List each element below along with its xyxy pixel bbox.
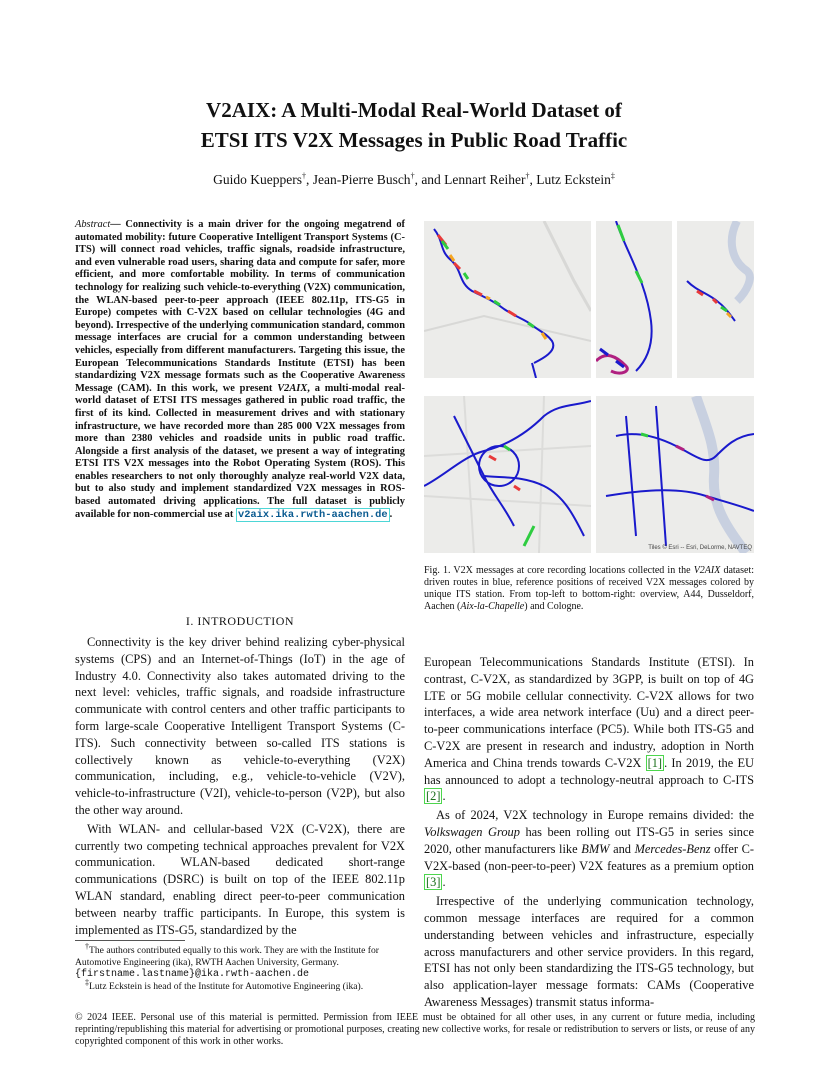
title-line-2: ETSI ITS V2X Messages in Public Road Traffic bbox=[200, 128, 628, 152]
title-line-1: V2AIX: A Multi-Modal Real-World Dataset of bbox=[206, 98, 622, 122]
figure-label: Fig. 1. bbox=[424, 565, 451, 576]
citation-1-link[interactable]: [1] bbox=[647, 755, 663, 770]
author-email: {firstname.lastname}@ika.rwth-aachen.de bbox=[75, 969, 310, 981]
dataset-name: V2AIX bbox=[277, 382, 308, 394]
map-attribution: Tiles © Esri -- Esri, DeLorme, NAVTEQ bbox=[648, 545, 752, 551]
intro-paragraph-2: With WLAN- and cellular-based V2X (C-V2X), there are currently two competing technical approaches prevalent for V2X communication. WLAN-based dedicated short-range communications (DSRC) is built on top of the IEEE 802.11p WLAN standard, enabling direct peer-to-peer communication between nearby traffic participants. In Europe, this system is implemented as ITS-G5, standardized by the bbox=[75, 821, 405, 937]
author-2: Jean-Pierre Busch bbox=[312, 172, 411, 187]
copyright-notice: © 2024 IEEE. Personal use of this material is permitted. Permission from IEEE must be obtained for all other uses, in any current or future media, including reprinting/republishing this material for advertising or promotional purposes, creating new collective works, for resale or redistribution to servers or lists, or reuse of any copyrighted component of this work in other works. bbox=[75, 1012, 755, 1047]
map-a44 bbox=[596, 221, 672, 378]
author-3: and Lennart Reiher bbox=[421, 172, 526, 187]
aachen-route-map bbox=[424, 396, 591, 553]
map-overview bbox=[424, 221, 591, 378]
figure-1-maps bbox=[424, 221, 754, 556]
paper-title bbox=[0, 95, 828, 155]
abstract-text-1: Connectivity is a main driver for the ongoing megatrend of automated mobility: future Cooperative Intelligent Transport Systems (C-ITS) will connect road vehicles, traffic signals, roadside infrastructure, and even vulnerable road users, sharing data and compute for safer, more efficient, and more comfortable mobility. In terms of communication technology for realizing such vehicle-to-everything (V2X) communication, the WLAN-based peer-to-peer approach (IEEE 802.11p, ITS-G5 in Europe) competes with C-V2X based on cellular technologies (4G and beyond). Irrespective of the underlying communication standard, common message interfaces are crucial for a common understanding between vehicles, especially from different manufacturers. Targeting this issue, the European Telecommunications Standards Institute (ETSI) has been standardizing V2X message formats such as the Cooperative Awareness Message (CAM). In this work, we present bbox=[75, 219, 405, 394]
footnotes bbox=[75, 940, 405, 992]
dusseldorf-route-map bbox=[677, 221, 754, 378]
citation-2-link[interactable]: [2] bbox=[426, 789, 441, 804]
author-4: Lutz Eckstein bbox=[536, 172, 611, 187]
abstract-label: Abstract bbox=[75, 219, 111, 230]
cologne-route-map bbox=[596, 396, 754, 553]
intro-paragraph-1: Connectivity is the key driver behind realizing cyber-physical systems (CPS) and an Internet-of-Things (IoT) in the age of Industry 4.0. Connectivity also takes automated driving to the next level: vehicles, traffic signals, and roadside infrastructure communicate with control centers and other traffic participants to form large-scale Cooperative Intelligent Transport Systems (C-ITS). Such connectivity between so-called ITS stations is collectively known as vehicle-to-everything (V2X) communication, including, e.g., vehicle-to-vehicle (V2V), vehicle-to-infrastructure (V2I), vehicle-to-person (V2P), but also the other way around. bbox=[75, 635, 405, 817]
introduction-right-column bbox=[424, 654, 754, 1013]
footnote-1: †The authors contributed equally to this work. They are with the Institute for Automotive Engineering (ika), RWTH Aachen University, Germany. {firstname.lastname}@ika.rwth-aachen.de bbox=[75, 941, 379, 981]
section-heading-introduction: I. INTRODUCTION bbox=[185, 614, 295, 628]
abstract: Abstract— Connectivity is a main driver for the ongoing megatrend of automated mobility: future Cooperative Intelligent Transport Systems (C-ITS) will connect road vehicles, traffic signals, roadside infrastructure, and even vulnerable road users, sharing data and compute for safer, more efficient, and more comfortable mobility. In terms of communication technology for realizing such vehicle-to-everything (V2X) communication, the WLAN-based peer-to-peer approach (IEEE 802.11p, ITS-G5 in Europe) competes with C-V2X based on cellular technologies (4G and beyond). Irrespective of the underlying communication standard, common message interfaces are crucial for a common understanding between vehicles, especially from different manufacturers. Targeting this issue, the European Telecommunications Standards Institute (ETSI) has been standardizing V2X message formats such as the Cooperative Awareness Message (CAM). In this work, we present V2AIX, a multi-modal real-world dataset of ETSI ITS messages gathered in public road traffic, the first of its kind. Collected in measurement drives and with stationary infrastructure, we have recorded more than 285 000 V2X messages from more than 2380 vehicles and roadside units in public road traffic. Alongside a first analysis of the dataset, we present a way of integrating ETSI ITS V2X messages into the Robot Operating System (ROS). This enables researchers to not only thoroughly analyze real-world V2X data, but to also study and implement standardized V2X messages in ROS-based automated driving applications. The full dataset is publicly available for non-commercial use at v2aix.ika.rwth-aachen.de . bbox=[75, 219, 405, 521]
overview-route-map bbox=[424, 221, 591, 378]
map-dusseldorf bbox=[677, 221, 754, 378]
intro-paragraph-5: Irrespective of the underlying communication technology, common message interfaces are required for a common understanding between vehicles and infrastructure, especially across manufacturers and other service providers. In this regard, ETSI has not only been standardizing the ITS-G5 technology, but also application-layer message formats: CAMs (Cooperative Awareness Messages) transmit status informa- bbox=[424, 894, 754, 1009]
citation-3-link[interactable]: [3] bbox=[426, 875, 441, 890]
map-cologne bbox=[596, 396, 754, 553]
map-aachen bbox=[424, 396, 591, 553]
footnote-2: ‡Lutz Eckstein is head of the Institute for Automotive Engineering (ika). bbox=[85, 977, 364, 992]
author-list: Guido Kueppers†, Jean-Pierre Busch†, and Lennart Reiher†, Lutz Eckstein‡ bbox=[213, 171, 615, 187]
a44-route-map bbox=[596, 221, 672, 378]
intro-paragraph-4: As of 2024, V2X technology in Europe remains divided: the Volkswagen Group has been rolling out ITS-G5 in series since 2020, other manufacturers like BMW and Mercedes-Benz offer C-V2X-based (non-peer-to-peer) V2X features as a premium option [3] . bbox=[424, 808, 755, 890]
author-1: Guido Kueppers bbox=[213, 172, 302, 187]
figure-caption: Fig. 1. V2X messages at core recording locations collected in the V2AIX dataset: driven routes in blue, reference positions of received V2X messages colored by unique ITS station. From top-left to bottom-right: overview, A44, Dusseldorf, Aachen (Aix-la-Chapelle) and Cologne. bbox=[424, 565, 755, 612]
footnote-rule bbox=[75, 940, 185, 941]
introduction-left-column bbox=[75, 634, 405, 940]
abstract-text-2: , a multi-modal real-world dataset of ETSI ITS messages gathered in public road traffic, the first of its kind. Collected in measurement drives and with stationary infrastructure, we have recorded more than 285 000 V2X messages from more than 2380 vehicles and roadside units in public road traffic. Alongside a first analysis of the dataset, we present a way of integrating ETSI ITS V2X messages into the Robot Operating System (ROS). This enables researchers to not only thoroughly analyze real-world V2X data, but to also study and implement standardized V2X messages in ROS-based automated driving applications. The full dataset is publicly available for non-commercial use at bbox=[75, 382, 405, 520]
dataset-url-link[interactable]: v2aix.ika.rwth-aachen.de bbox=[237, 508, 388, 521]
intro-paragraph-3: European Telecommunications Standards Institute (ETSI). In contrast, C-V2X, as standardized by 3GPP, is built on top of 4G LTE or 5G mobile cellular connectivity. C-V2X allows for two interfaces, a wide area network interface (Uu) and a direct peer-to-peer communications interface (PC5). While both ITS-G5 and C-V2X are present in research and industry, adoption in North America and China trends towards C-V2X [1] . In 2019, the EU has announced to adopt a technology-neutral approach to C-ITS [2] . bbox=[424, 655, 754, 804]
